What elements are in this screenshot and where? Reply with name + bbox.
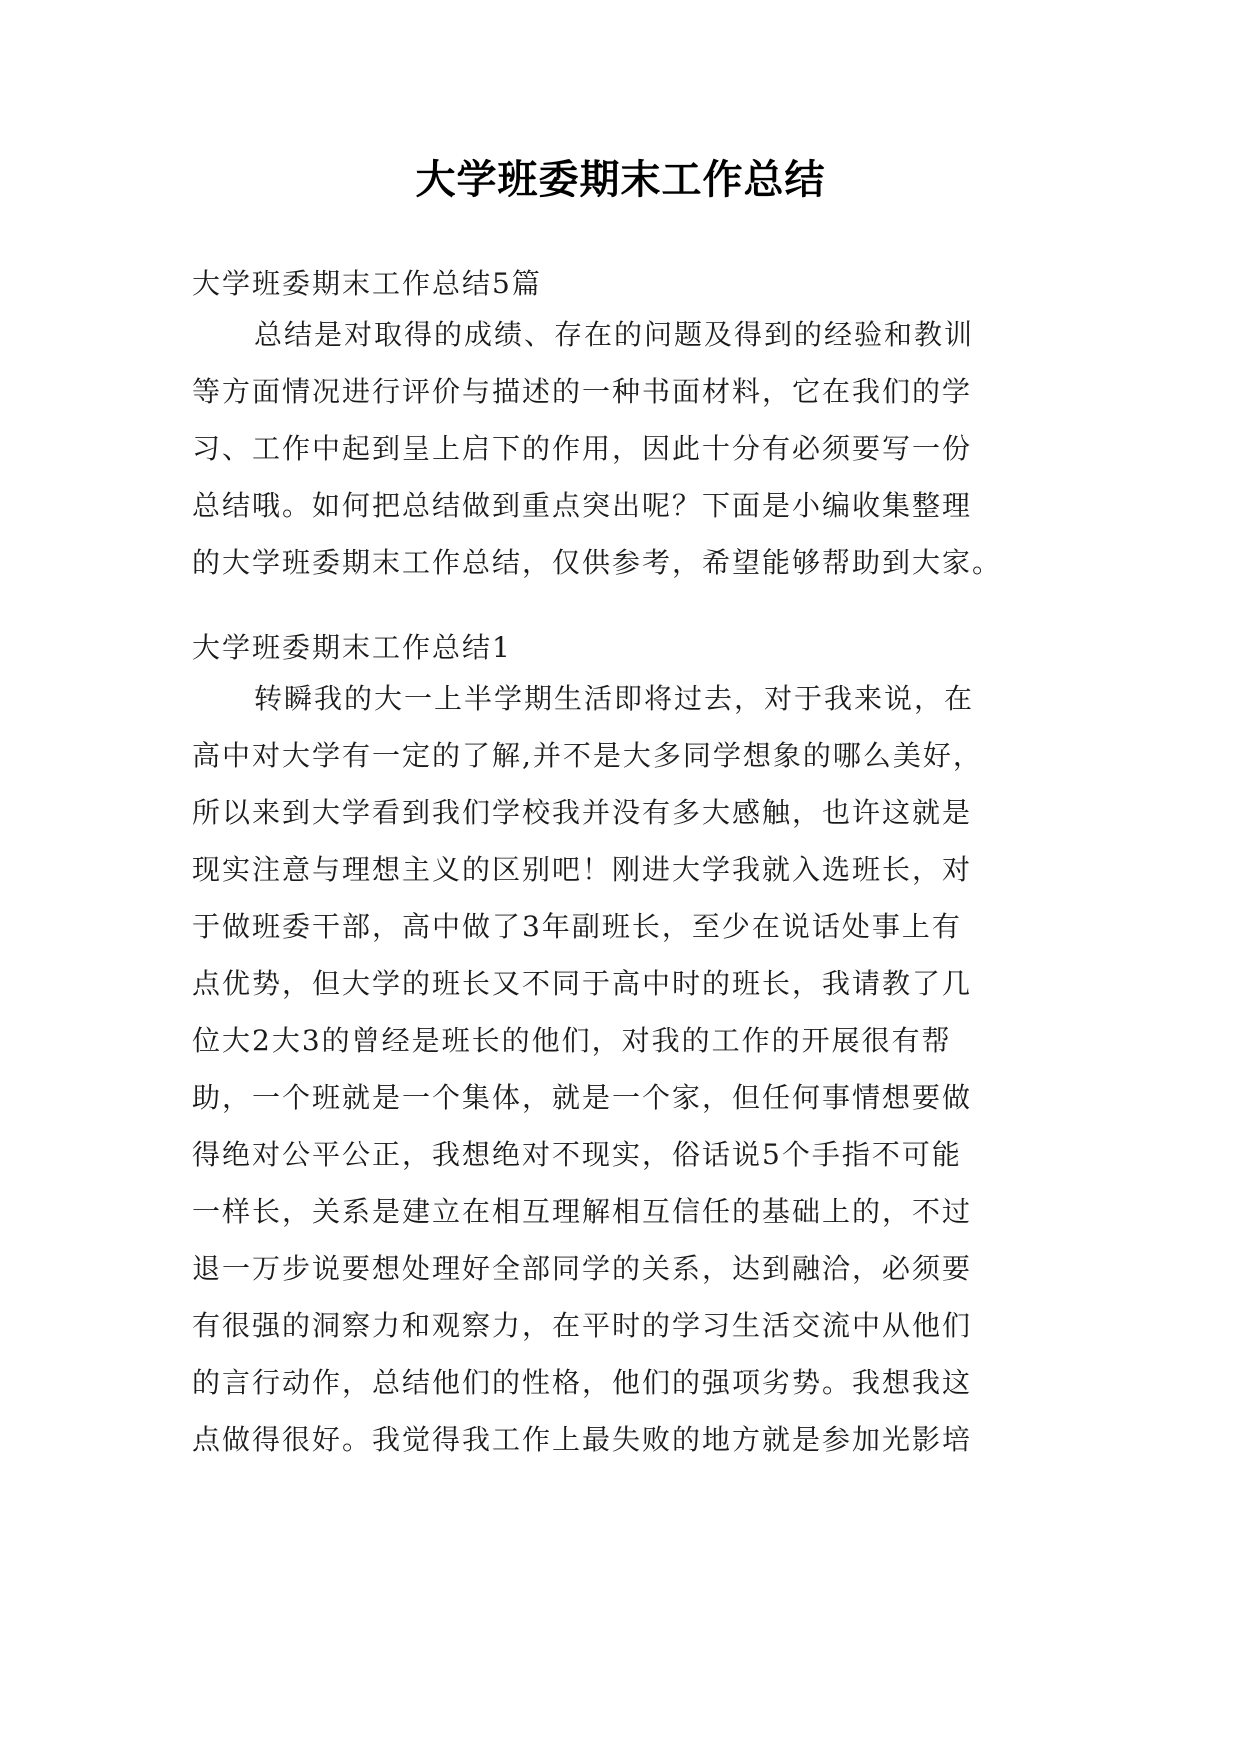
paragraph-line: 有很强的洞察力和观察力，在平时的学习生活交流中从他们 <box>192 1309 973 1342</box>
paragraph-line: 点做得很好。我觉得我工作上最失败的地方就是参加光影培 <box>192 1423 973 1456</box>
paragraph-line: 高中对大学有一定的了解,并不是大多同学想象的哪么美好， <box>192 739 983 772</box>
paragraph-line: 的言行动作，总结他们的性格，他们的强项劣势。我想我这 <box>192 1366 973 1399</box>
paragraph-line: 一样长，关系是建立在相互理解相互信任的基础上的，不过 <box>192 1195 973 1228</box>
paragraph-line: 转瞬我的大一上半学期生活即将过去，对于我来说，在 <box>254 682 975 715</box>
paragraph-line: 于做班委干部，高中做了3年副班长，至少在说话处事上有 <box>192 910 962 943</box>
paragraph-line: 总结哦。如何把总结做到重点突出呢？下面是小编收集整理 <box>192 489 973 522</box>
intro-paragraph <box>192 306 1052 591</box>
paragraph-line: 的大学班委期末工作总结，仅供参考，希望能够帮助到大家。 <box>192 546 1003 579</box>
section1-paragraph <box>192 670 1052 1468</box>
paragraph-line: 点优势，但大学的班长又不同于高中时的班长，我请教了几 <box>192 967 973 1000</box>
section-heading: 大学班委期末工作总结1 <box>192 631 512 664</box>
paragraph-line: 习、工作中起到呈上启下的作用，因此十分有必须要写一份 <box>192 432 973 465</box>
paragraph-line: 助，一个班就是一个集体，就是一个家，但任何事情想要做 <box>192 1081 973 1114</box>
document-title: 大学班委期末工作总结 <box>415 157 826 203</box>
paragraph-line: 退一万步说要想处理好全部同学的关系，达到融洽，必须要 <box>192 1252 973 1285</box>
paragraph-line: 所以来到大学看到我们学校我并没有多大感触，也许这就是 <box>192 796 973 829</box>
paragraph-line: 得绝对公平公正，我想绝对不现实，俗话说5个手指不可能 <box>192 1138 962 1171</box>
intro-heading: 大学班委期末工作总结5篇 <box>192 267 542 300</box>
paragraph-line: 等方面情况进行评价与描述的一种书面材料，它在我们的学 <box>192 375 973 408</box>
paragraph-line: 位大2大3的曾经是班长的他们，对我的工作的开展很有帮 <box>192 1024 952 1057</box>
paragraph-line: 现实注意与理想主义的区别吧！刚进大学我就入选班长，对 <box>192 853 973 886</box>
paragraph-line: 总结是对取得的成绩、存在的问题及得到的经验和教训 <box>254 318 975 351</box>
